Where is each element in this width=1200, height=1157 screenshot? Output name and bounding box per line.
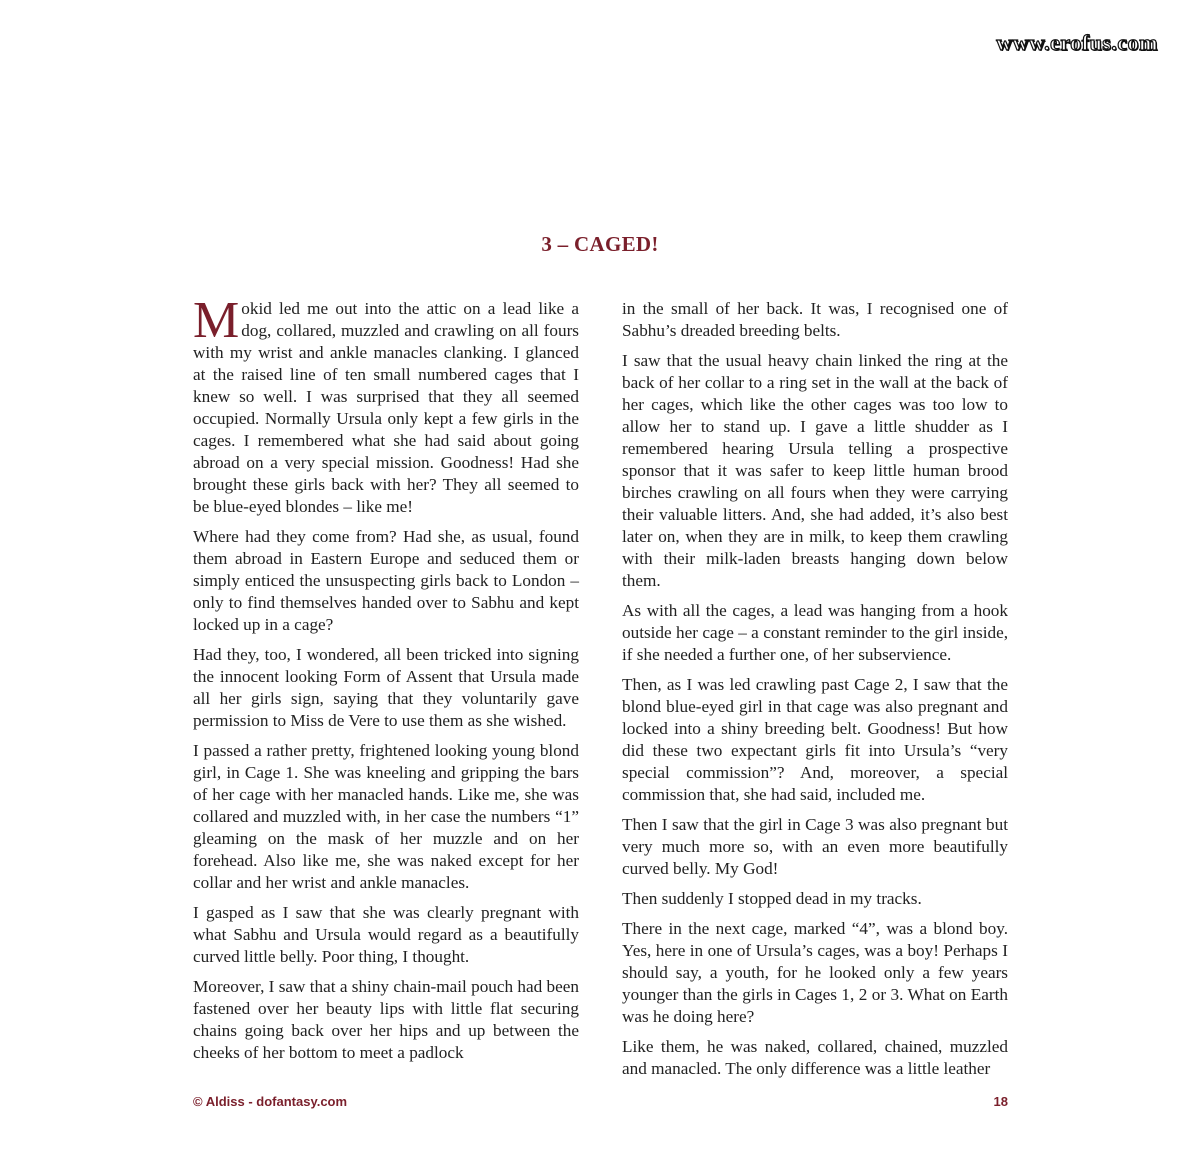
paragraph: Then, as I was led crawling past Cage 2, I saw that the blond blue-eyed girl in that cage was also pregnant and locked into a shiny breeding belt. Goodness! But how did these two expectant girls fit into Ursula’s “very special commission”? And, moreover, a special commission that, she had said, included me.: [622, 675, 1008, 804]
paragraph: Then I saw that the girl in Cage 3 was also pregnant but very much more so, with an even more beautifully curved belly. My God!: [622, 815, 1008, 878]
paragraph: As with all the cages, a lead was hanging from a hook outside her cage – a constant reminder to the girl inside, if she needed a further one, of her subservience.: [622, 601, 1008, 664]
page-number: 18: [993, 1094, 1008, 1109]
footer-copyright: © Aldiss - dofantasy.com: [193, 1094, 348, 1109]
paragraph: I gasped as I saw that she was clearly pregnant with what Sabhu and Ursula would regard as a beautifully curved little belly. Poor thing, I thought.: [193, 903, 579, 966]
paragraph: Had they, too, I wondered, all been tricked into signing the innocent looking Form of Assent that Ursula made all her girls sign, saying that they voluntarily gave permission to Miss de Vere to use them as she wished.: [193, 645, 579, 730]
left-column: [193, 292, 579, 1072]
right-column: [622, 298, 1008, 1088]
paragraph: Like them, he was naked, collared, chained, muzzled and manacled. The only difference was a little leather: [622, 1037, 1008, 1078]
chapter-title: 3 – CAGED!: [541, 232, 659, 257]
watermark: www.erofus.com: [996, 30, 1158, 55]
paragraph: Where had they come from? Had she, as usual, found them abroad in Eastern Europe and seduced them or simply enticed the unsuspecting girls back to London – only to find themselves handed over to Sabhu and kept locked up in a cage?: [193, 527, 579, 634]
paragraph: Moreover, I saw that a shiny chain-mail pouch had been fastened over her beauty lips with little flat securing chains going back over her hips and up between the cheeks of her bottom to meet a padlock: [193, 977, 579, 1062]
paragraph: I saw that the usual heavy chain linked the ring at the back of her collar to a ring set in the wall at the back of her cages, which like the other cages was too low to allow her to stand up. I gave a little shudder as I remembered hearing Ursula telling a prospective sponsor that it was safer to keep little human brood birches crawling on all fours when they were carrying their valuable litters. And, she had added, it’s also best later on, when they are in milk, to keep them crawling with their milk-laden breasts hanging down below them.: [622, 351, 1008, 590]
paragraph: [193, 292, 579, 518]
drop-cap: M: [193, 292, 240, 349]
paragraph: in the small of her back. It was, I recognised one of Sabhu’s dreaded breeding belts.: [622, 299, 1008, 340]
paragraph: There in the next cage, marked “4”, was a blond boy. Yes, here in one of Ursula’s cages, was a boy! Perhaps I should say, a youth, for he looked only a few years younger than the girls in Cages 1, 2 or 3. What on Earth was he doing here?: [622, 919, 1008, 1026]
paragraph: Then suddenly I stopped dead in my tracks.: [622, 889, 922, 908]
paragraph-text: okid led me out into the attic on a lead like a dog, collared, muzzled and crawling on all fours with my wrist and ankle manacles clanking. I glanced at the raised line of ten small numbered cages that I knew so well. I was surprised that they all seemed occupied. Normally Ursula only kept a few girls in the cages. I remembered what she had said about going abroad on a very special mission. Goodness! Had she brought these girls back with her? They all seemed to be blue-eyed blondes – like me!: [193, 299, 579, 516]
paragraph: I passed a rather pretty, frightened looking young blond girl, in Cage 1. She was kneeling and gripping the bars of her cage with her manacled hands. Like me, she was collared and muzzled with, in her case the numbers “1” gleaming on the mask of her muzzle and on her forehead. Also like me, she was naked except for her collar and her wrist and ankle manacles.: [193, 741, 579, 892]
